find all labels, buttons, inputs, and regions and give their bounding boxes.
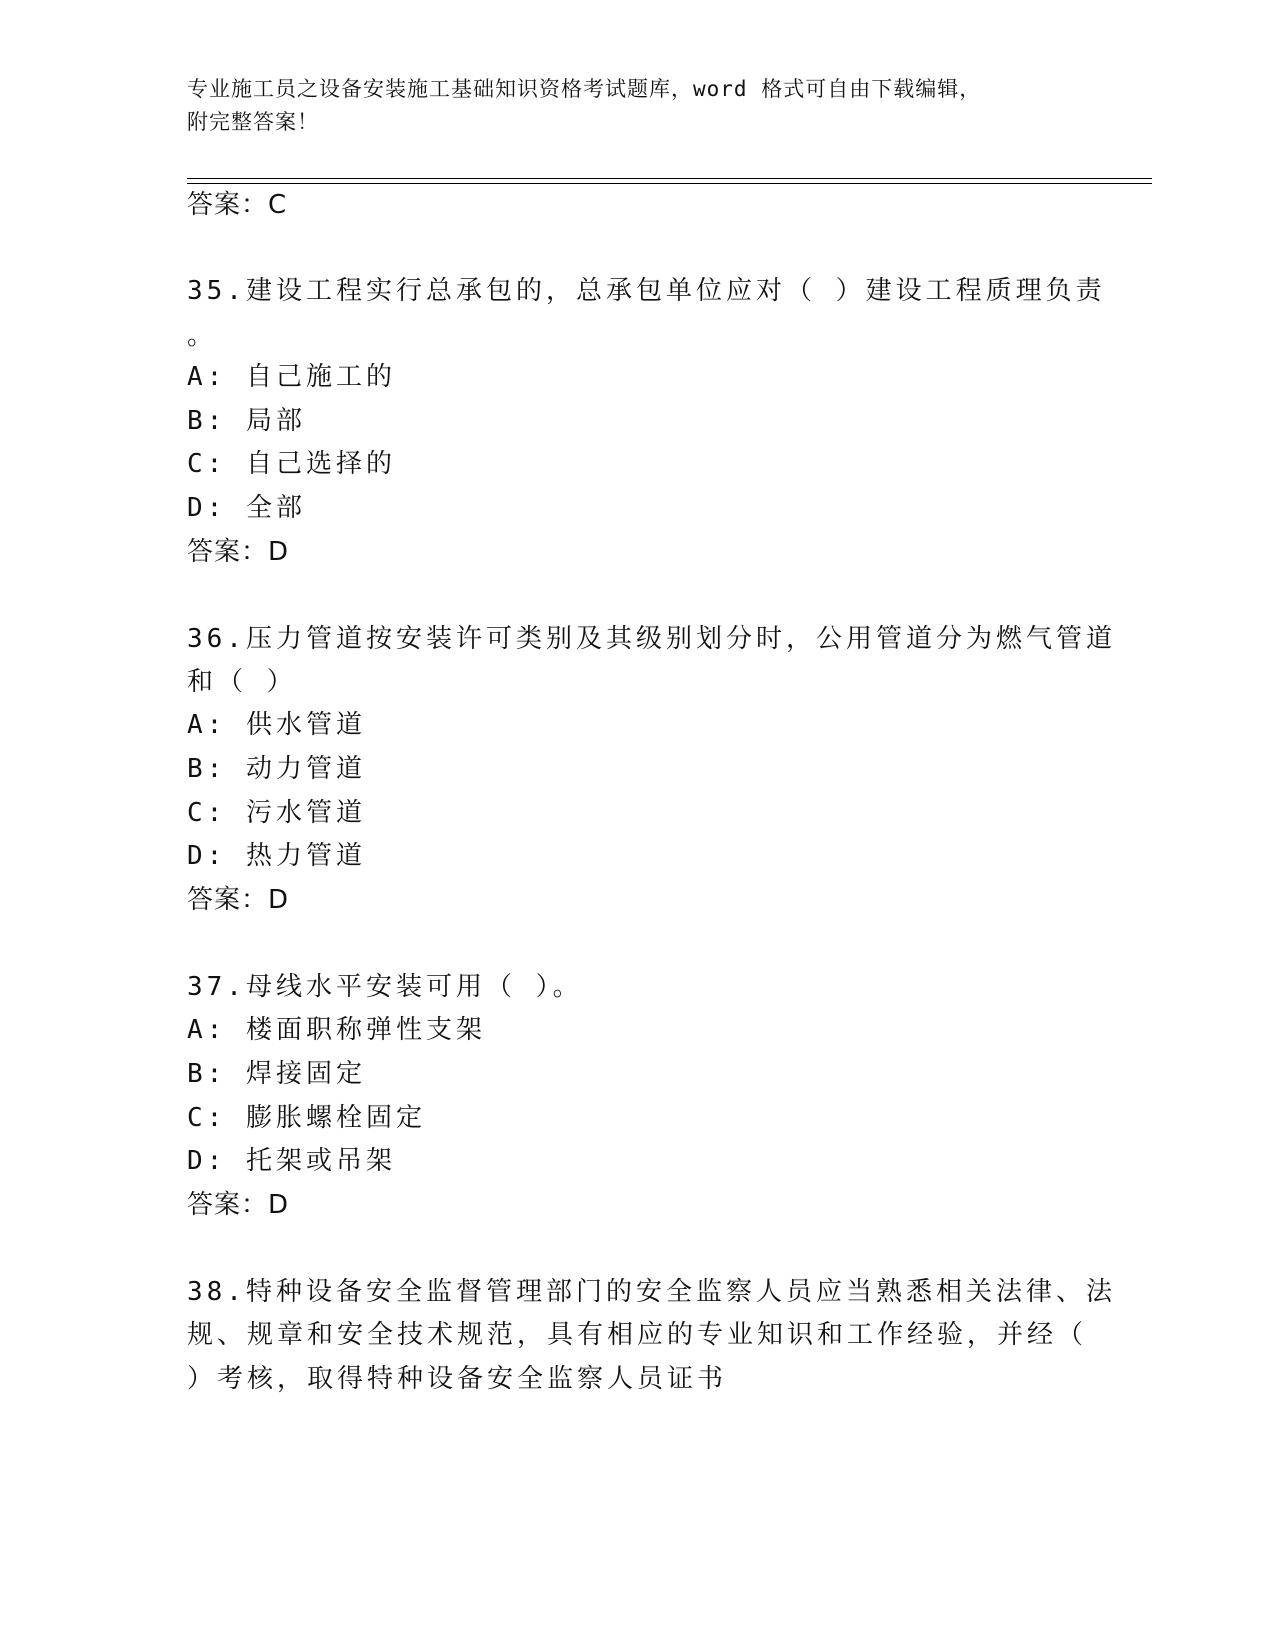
header-line-1: 专业施工员之设备安装施工基础知识资格考试题库，word 格式可自由下载编辑， bbox=[187, 77, 982, 101]
question-35-option-d: D: 全部 bbox=[187, 493, 306, 523]
question-36-option-b: B: 动力管道 bbox=[187, 754, 366, 784]
question-36-text-line-1: 36.压力管道按安装许可类别及其级别划分时，公用管道分为燃气管道 bbox=[187, 624, 1116, 654]
question-37-option-d: D: 托架或吊架 bbox=[187, 1146, 396, 1176]
question-38-text-line-3: ）考核，取得特种设备安全监察人员证书 bbox=[187, 1364, 728, 1394]
document-header bbox=[187, 73, 1047, 139]
question-37-option-b: B: 焊接固定 bbox=[187, 1059, 366, 1089]
question-36-text-line-2: 和（ ） bbox=[187, 667, 297, 697]
question-37-option-a: A: 楼面职称弹性支架 bbox=[187, 1015, 486, 1045]
question-36-option-a: A: 供水管道 bbox=[187, 710, 366, 740]
question-37-text-line-1: 37.母线水平安装可用（ ）。 bbox=[187, 972, 583, 1002]
question-36-option-c: C: 污水管道 bbox=[187, 798, 366, 828]
question-38-text-line-1: 38.特种设备安全监督管理部门的安全监察人员应当熟悉相关法律、法 bbox=[187, 1277, 1116, 1307]
answer-36: 答案：D bbox=[187, 885, 290, 915]
header-divider-top bbox=[187, 178, 1152, 179]
question-37-option-c: C: 膨胀螺栓固定 bbox=[187, 1103, 426, 1133]
header-divider-bottom bbox=[187, 183, 1152, 184]
header-line-2: 附完整答案！ bbox=[187, 110, 319, 134]
answer-35: 答案：D bbox=[187, 537, 290, 567]
answer-34: 答案：C bbox=[187, 190, 288, 220]
question-35-option-c: C: 自己选择的 bbox=[187, 449, 396, 479]
question-35-text-line-1: 35.建设工程实行总承包的，总承包单位应对（ ）建设工程质理负责 bbox=[187, 276, 1106, 306]
question-36-option-d: D: 热力管道 bbox=[187, 841, 366, 871]
question-35-text-line-2: 。 bbox=[187, 321, 218, 351]
answer-37: 答案：D bbox=[187, 1190, 290, 1220]
question-35-option-b: B: 局部 bbox=[187, 406, 306, 436]
question-35-option-a: A: 自己施工的 bbox=[187, 362, 396, 392]
question-38-text-line-2: 规、规章和安全技术规范，具有相应的专业知识和工作经验，并经（ bbox=[187, 1320, 1088, 1350]
